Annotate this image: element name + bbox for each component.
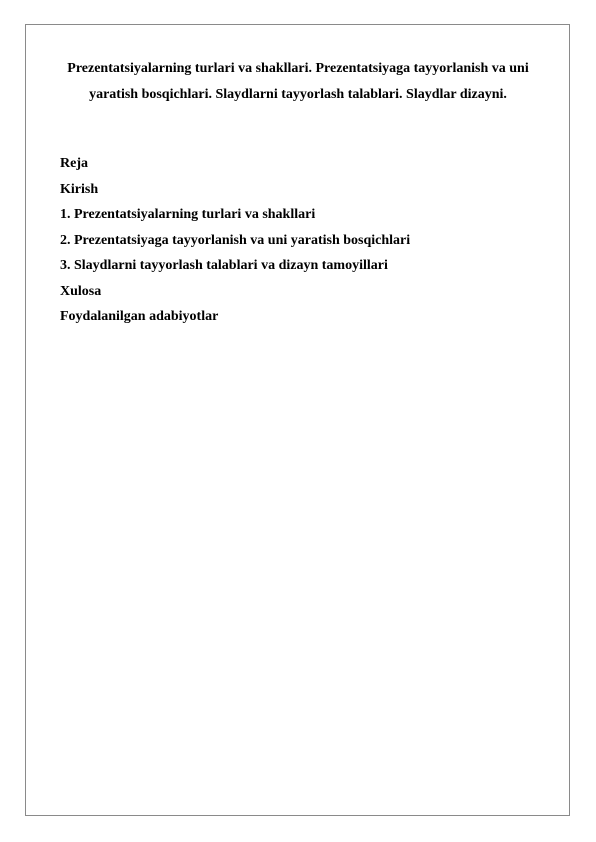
outline-item-references: Foydalanilgan adabiyotlar: [60, 309, 219, 324]
outline-item-introduction: Kirish: [60, 181, 99, 197]
page-border: [25, 24, 570, 816]
outline-list: [60, 151, 410, 330]
outline-item-conclusion: Xulosa: [60, 283, 102, 299]
outline-heading: Reja: [60, 156, 88, 171]
outline-item-1: 1. Prezentatsiyalarning turlari va shakllari: [60, 207, 316, 222]
outline-item-2: 2. Prezentatsiyaga tayyorlanish va uni yaratish bosqichlari: [60, 232, 411, 248]
document-title: Prezentatsiyalarning turlari va shakllari. Prezentatsiyaga tayyorlanish va uni yaratish bosqichlari. Slaydlarni tayyorlash talablari. Slaydlar dizayni.: [67, 61, 529, 102]
outline-item-3: 3. Slaydlarni tayyorlash talablari va dizayn tamoyillari: [60, 258, 388, 273]
